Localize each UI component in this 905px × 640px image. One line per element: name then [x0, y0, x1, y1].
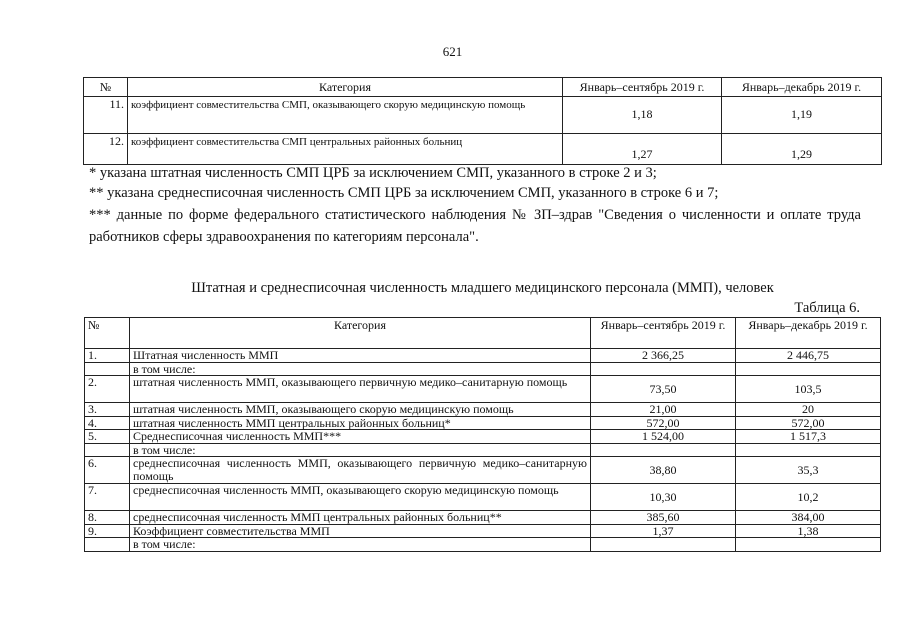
row-value-jan-dec: 1,29 [722, 134, 882, 165]
page-number: 621 [442, 44, 463, 59]
table-caption: Таблица 6. [794, 300, 860, 316]
row-number: 6. [85, 457, 130, 484]
table-row [85, 362, 881, 376]
row-category: штатная численность ММП, оказывающего первичную медико–санитарную помощь [130, 376, 591, 403]
table-row [84, 134, 882, 165]
row-value-jan-sep: 1,27 [563, 134, 722, 165]
row-category: в том числе: [130, 443, 591, 457]
row-value-jan-sep: 2 366,25 [591, 349, 736, 363]
table-row [85, 484, 881, 511]
table-row [85, 403, 881, 417]
row-value-jan-dec: 1 517,3 [736, 430, 881, 444]
row-value-jan-sep: 572,00 [591, 416, 736, 430]
row-category: среднесписочная численность ММП, оказывающего первичную медико–санитарную помощь [130, 457, 591, 484]
footnote-1: * указана штатная численность СМП ЦРБ за исключением СМП, указанного в строке 2 и 3; [89, 165, 657, 181]
table-row [85, 538, 881, 552]
row-value-jan-sep: 385,60 [591, 511, 736, 525]
row-value-jan-dec: 2 446,75 [736, 349, 881, 363]
row-value-jan-sep: 21,00 [591, 403, 736, 417]
row-category: штатная численность ММП центральных районных больниц* [130, 416, 591, 430]
table-row [85, 376, 881, 403]
row-number: 1. [85, 349, 130, 363]
table-row [85, 524, 881, 538]
row-value-jan-dec: 572,00 [736, 416, 881, 430]
row-number: 9. [85, 524, 130, 538]
column-header-number: № [84, 78, 128, 97]
row-category: среднесписочная численность ММП центральных районных больниц** [130, 511, 591, 525]
column-header-number: № [85, 318, 130, 349]
row-number: 8. [85, 511, 130, 525]
row-value-jan-dec [736, 362, 881, 376]
row-number: 7. [85, 484, 130, 511]
row-value-jan-dec: 103,5 [736, 376, 881, 403]
row-number: 12. [84, 134, 128, 165]
column-header-jan-dec: Январь–декабрь 2019 г. [722, 78, 882, 97]
row-category: Штатная численность ММП [130, 349, 591, 363]
table-6-mmp [84, 317, 881, 552]
row-category: Среднесписочная численность ММП*** [130, 430, 591, 444]
row-number [85, 538, 130, 552]
row-category: штатная численность ММП, оказывающего скорую медицинскую помощь [130, 403, 591, 417]
table-row [85, 457, 881, 484]
column-header-category: Категория [128, 78, 563, 97]
table-row [85, 511, 881, 525]
row-value-jan-dec: 384,00 [736, 511, 881, 525]
row-value-jan-sep: 10,30 [591, 484, 736, 511]
row-value-jan-dec: 10,2 [736, 484, 881, 511]
table-row [85, 443, 881, 457]
table-row [85, 416, 881, 430]
row-value-jan-dec [736, 443, 881, 457]
row-number [85, 443, 130, 457]
row-number: 5. [85, 430, 130, 444]
column-header-jan-sep: Январь–сентябрь 2019 г. [563, 78, 722, 97]
column-header-category: Категория [130, 318, 591, 349]
row-value-jan-sep: 1,18 [563, 97, 722, 134]
row-category: в том числе: [130, 538, 591, 552]
row-value-jan-sep: 38,80 [591, 457, 736, 484]
table-row [85, 349, 881, 363]
footnote-3: *** данные по форме федерального статистического наблюдения № ЗП–здрав "Сведения о численности и оплате труда работников сферы здравоохранения по категориям персонала". [89, 207, 861, 245]
row-number [85, 362, 130, 376]
footnote-2: ** указана среднесписочная численность СМП ЦРБ за исключением СМП, указанного в строке 6 и 7; [89, 185, 719, 201]
row-value-jan-sep [591, 443, 736, 457]
table-row [84, 97, 882, 134]
row-number: 11. [84, 97, 128, 134]
row-value-jan-sep: 1 524,00 [591, 430, 736, 444]
column-header-jan-dec: Январь–декабрь 2019 г. [736, 318, 881, 349]
row-category: в том числе: [130, 362, 591, 376]
section-title: Штатная и среднесписочная численность младшего медицинского персонала (ММП), человек [191, 280, 774, 296]
table-smp-continuation [83, 77, 882, 165]
row-number: 3. [85, 403, 130, 417]
table-row [85, 430, 881, 444]
row-value-jan-dec: 1,19 [722, 97, 882, 134]
row-category: коэффициент совместительства СМП центральных районных больниц [128, 134, 563, 165]
column-header-jan-sep: Январь–сентябрь 2019 г. [591, 318, 736, 349]
row-category: коэффициент совместительства СМП, оказывающего скорую медицинскую помощь [128, 97, 563, 134]
row-category: среднесписочная численность ММП, оказывающего скорую медицинскую помощь [130, 484, 591, 511]
row-value-jan-sep [591, 538, 736, 552]
row-value-jan-dec [736, 538, 881, 552]
row-value-jan-sep: 1,37 [591, 524, 736, 538]
row-number: 4. [85, 416, 130, 430]
row-category: Коэффициент совместительства ММП [130, 524, 591, 538]
row-value-jan-sep: 73,50 [591, 376, 736, 403]
row-value-jan-dec: 35,3 [736, 457, 881, 484]
row-value-jan-dec: 20 [736, 403, 881, 417]
row-value-jan-dec: 1,38 [736, 524, 881, 538]
row-number: 2. [85, 376, 130, 403]
row-value-jan-sep [591, 362, 736, 376]
